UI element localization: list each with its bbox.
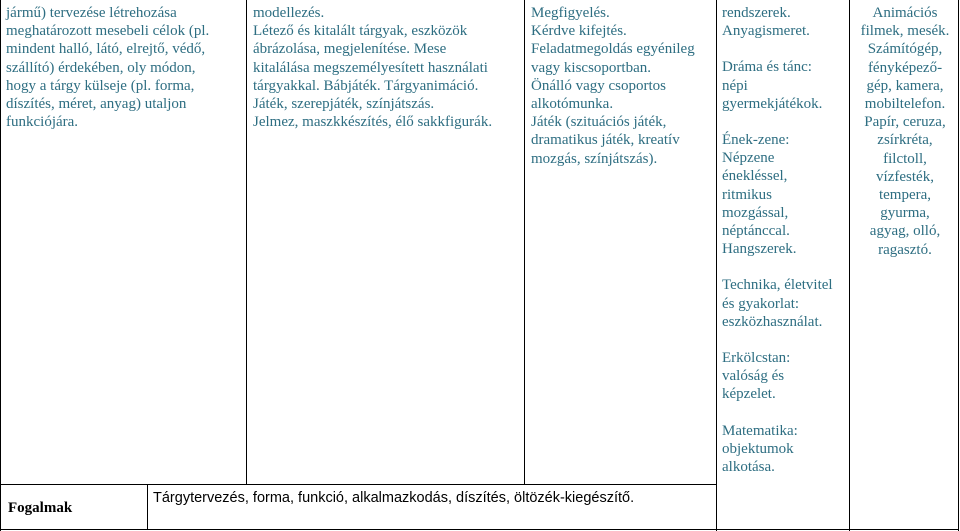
connections-line: objektumok: [722, 440, 794, 457]
connections-line: képzelet.: [722, 386, 776, 403]
connections-line: néptánccal.: [722, 223, 790, 240]
methods-line: Feladatmegoldás egyénileg: [531, 41, 695, 58]
methods-line: Játék (szituációs játék,: [531, 114, 667, 131]
goals-line: meghatározott mesebeli célok (pl.: [6, 23, 210, 40]
tools-line: ragasztó.: [878, 241, 932, 258]
tools-line: mobiltelefon.: [864, 96, 946, 113]
tools-cell: [855, 4, 955, 259]
tools-line: Papír, ceruza,: [864, 114, 946, 131]
tools-line: Számítógép,: [867, 41, 943, 58]
activities-line: Játék, szerepjáték, színjátszás.: [253, 96, 435, 113]
activities-cell: [253, 4, 492, 131]
connections-line: mozgással,: [722, 204, 789, 221]
table-border-bottom: [0, 529, 959, 530]
col-divider-label: [147, 485, 148, 530]
col-divider-4: [849, 0, 850, 531]
tools-line: gép, kamera,: [866, 77, 944, 94]
tools-line: fényképező-: [867, 59, 943, 76]
methods-line: Kérdve kifejtés.: [531, 23, 627, 40]
methods-line: alkotómunka.: [531, 96, 614, 113]
connections-line: ritmikus: [722, 186, 773, 203]
connections-line: eszközhasználat.: [722, 313, 823, 330]
tools-line: vízfesték,: [876, 168, 934, 185]
goals-line: szállító) érdekében, oly módon,: [6, 59, 196, 76]
tools-line: filctoll,: [883, 150, 927, 167]
connections-line: népi: [722, 77, 748, 94]
methods-cell: [531, 4, 695, 168]
connections-cell: [722, 4, 833, 476]
connections-line: Anyagismeret.: [722, 23, 810, 40]
tools-line: gyurma,: [880, 205, 930, 222]
row-divider: [0, 484, 717, 485]
goals-line: hogy a tárgy külseje (pl. forma,: [6, 77, 195, 94]
tools-line: Animációs: [872, 5, 938, 21]
connections-line: Dráma és tánc:: [722, 59, 812, 76]
connections-line: Ének-zene:: [722, 132, 790, 149]
goals-line: funkciójára.: [6, 114, 79, 131]
connections-line: énekléssel,: [722, 168, 788, 185]
goals-line: jármű) tervezése létrehozása: [6, 5, 177, 21]
table-border-left: [0, 0, 1, 531]
methods-line: Önálló vagy csoportos: [531, 77, 666, 94]
concepts-keywords: Tárgytervezés, forma, funkció, alkalmazkodás, díszítés, öltözék-kiegészítő.: [153, 490, 635, 506]
connections-line: gyermekjátékok.: [722, 95, 823, 112]
connections-line: Matematika:: [722, 422, 798, 439]
connections-line: és gyakorlat:: [722, 295, 800, 312]
methods-line: vagy kiscsoportban.: [531, 59, 651, 76]
connections-line: rendszerek.: [722, 5, 791, 21]
concepts-label: Fogalmak: [8, 500, 73, 516]
col-divider-1: [246, 0, 247, 485]
goals-line: mindent halló, látó, elrejtő, védő,: [6, 41, 206, 58]
connections-line: valóság és: [722, 368, 785, 385]
tools-line: filmek, mesék.: [860, 23, 950, 40]
col-divider-3: [716, 0, 717, 531]
connections-line: Népzene: [722, 150, 775, 167]
connections-line: alkotása.: [722, 459, 775, 476]
connections-line: Hangszerek.: [722, 241, 797, 258]
connections-line: Technika, életvitel: [722, 277, 833, 294]
methods-line: Megfigyelés.: [531, 5, 610, 21]
activities-line: Jelmez, maszkkészítés, élő sakkfigurák.: [253, 114, 493, 131]
tools-line: agyag, olló,: [869, 223, 941, 240]
tools-line: zsírkréta,: [877, 132, 933, 149]
goals-line: díszítés, méret, anyag) utaljon: [6, 96, 187, 113]
methods-line: mozgás, színjátszás).: [531, 150, 658, 167]
activities-line: modellezés.: [253, 5, 325, 21]
methods-line: dramatikus játék, kreatív: [531, 132, 680, 149]
table-border-right: [958, 0, 959, 531]
activities-line: ábrázolása, megjelenítése. Mese: [253, 41, 447, 58]
activities-line: kitalálása megszemélyesített használati: [253, 59, 488, 76]
goals-cell: [6, 4, 209, 131]
connections-line: Erkölcstan:: [722, 350, 791, 367]
tools-line: tempera,: [878, 187, 932, 204]
activities-line: tárgyakkal. Bábjáték. Tárgyanimáció.: [253, 77, 479, 94]
activities-line: Létező és kitalált tárgyak, eszközök: [253, 23, 468, 40]
col-divider-2: [524, 0, 525, 485]
